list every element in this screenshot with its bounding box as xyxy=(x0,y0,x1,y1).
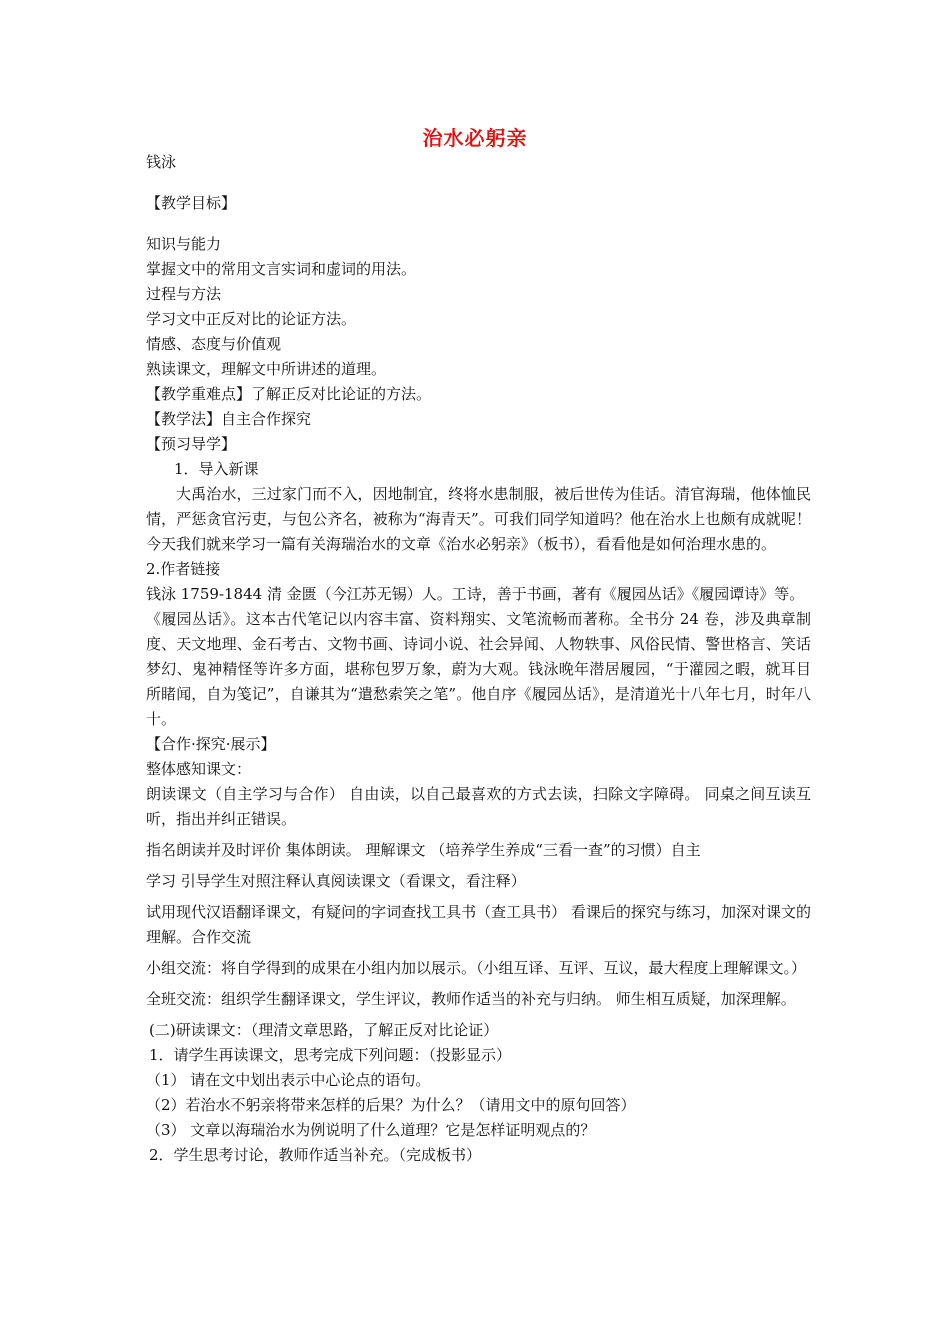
step-heading-author: 2.作者链接 xyxy=(146,560,221,578)
goal-heading-knowledge: 知识与能力 xyxy=(146,235,222,253)
goal-text-process: 学习文中正反对比的论证方法。 xyxy=(146,310,357,328)
book-paragraph: 《履园丛话》。这本古代笔记以内容丰富、资料翔实、文笔流畅而著称。全书分 24 卷，涉及典章制度、天文地理、金石考古、文物书画、诗词小说、社会异闻、人物轶事、风俗民情、警世格言、笑话梦幻、鬼神精怪等许多方面，堪称包罗万象，蔚为大观。钱泳晚年潜居履园，“于灌园之暇，就耳目所睹闻，自为笺记”，自谦其为“遣愁索笑之笔”。他自序《履园丛话》，是清道光十八年七月，时年八十。 xyxy=(146,610,811,728)
overall-perception-heading: 整体感知课文： xyxy=(146,760,252,778)
reading-line-2: 指名朗读并及时评价 集体朗读。 理解课文 （培养学生养成“三看一查”的习惯）自主 xyxy=(146,841,701,859)
reading-paragraph: 朗读课文（自主学习与合作） 自由读，以自己最喜欢的方式去读，扫除文字障碍。 同桌之间互读互听，指出并纠正错误。 xyxy=(146,785,811,828)
study-heading: (二)研读课文：（理清文章思路，了解正反对比论证） xyxy=(149,1021,499,1039)
step-heading-intro: 1．导入新课 xyxy=(174,460,259,478)
section-heading-goals: 【教学目标】 xyxy=(146,194,237,212)
question-2: （2）若治水不躬亲将带来怎样的后果？为什么？（请用文中的原句回答） xyxy=(146,1096,636,1114)
goal-text-knowledge: 掌握文中的常用文言实词和虚词的用法。 xyxy=(146,260,417,278)
translation-paragraph: 试用现代汉语翻译课文，有疑问的字词查找工具书（查工具书） 看课后的探究与练习，加深对课文的理解。合作交流 xyxy=(146,903,811,946)
section-key-points: 【教学重难点】了解正反对比论证的方法。 xyxy=(146,385,432,403)
discussion-line: 2．学生思考讨论，教师作适当补充。（完成板书） xyxy=(149,1146,482,1164)
goal-heading-attitude: 情感、态度与价值观 xyxy=(146,335,282,353)
reading-line-3: 学习 引导学生对照注释认真阅读课文（看课文，看注释） xyxy=(146,872,526,890)
document-body xyxy=(146,150,811,1168)
intro-paragraph: 大禹治水，三过家门而不入，因地制宜，终将水患制服，被后世传为佳话。清官海瑞，他体恤民情，严惩贪官污吏，与包公齐名，被称为“海青天”。可我们同学知道吗？他在治水上也颇有成就呢！今天我们就来学习一篇有关海瑞治水的文章《治水必躬亲》（板书），看看他是如何治理水患的。 xyxy=(146,485,811,553)
author-name: 钱泳 xyxy=(146,153,177,171)
question-intro: 1．请学生再读课文，思考完成下列问题：（投影显示） xyxy=(149,1046,512,1064)
goal-text-attitude: 熟读课文，理解文中所讲述的道理。 xyxy=(146,360,387,378)
section-method: 【教学法】自主合作探究 xyxy=(146,410,312,428)
section-cooperation: 【合作·探究·展示】 xyxy=(146,735,276,753)
question-1: （1） 请在文中划出表示中心论点的语句。 xyxy=(146,1071,431,1089)
goal-heading-process: 过程与方法 xyxy=(146,285,222,303)
section-preview: 【预习导学】 xyxy=(146,435,237,453)
class-exchange-paragraph: 全班交流：组织学生翻译课文，学生评议，教师作适当的补充与归纳。 师生相互质疑，加深理解。 xyxy=(146,990,796,1008)
document-title: 治水必躬亲 xyxy=(422,126,528,150)
question-3: （3） 文章以海瑞治水为例说明了什么道理？它是怎样证明观点的？ xyxy=(146,1121,596,1139)
group-exchange-paragraph: 小组交流：将自学得到的成果在小组内加以展示。（小组互译、互评、互议，最大程度上理解课文。） xyxy=(146,959,807,977)
author-paragraph: 钱泳 1759-1844 清 金匮（今江苏无锡）人。工诗，善于书画，著有《履园丛话》《履园谭诗》等。 xyxy=(146,585,805,603)
